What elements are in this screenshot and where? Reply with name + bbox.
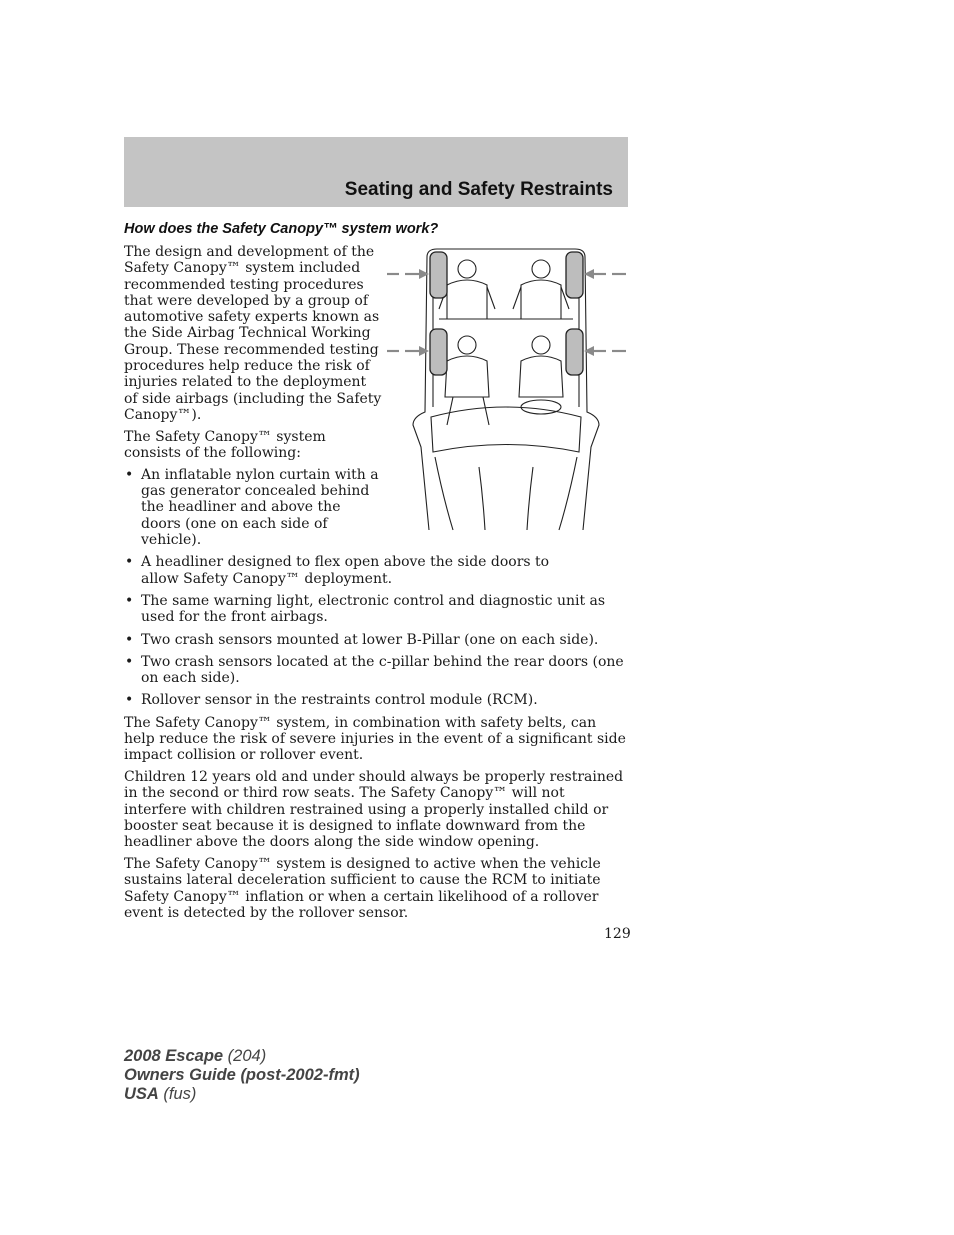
rear-right-occupant (513, 260, 569, 319)
intro-paragraph: The design and development of the Safety Canopy™ system included recommended testing procedures that were developed by a group of automotive safety experts known as the Side Airbag Technical Working Group. These recommended testing procedures help reduce the risk of injuries related to the deployment of side airbags (including the Safety Canopy™). (124, 244, 382, 423)
list-item (124, 554, 566, 587)
footer-guide: Owners Guide (post-2002-fmt) (124, 1066, 360, 1084)
bullet-marker: • (125, 631, 134, 648)
front-right-occupant (519, 336, 563, 414)
list-item (124, 632, 628, 648)
footer-market-code: (fus) (158, 1085, 197, 1103)
left-front-airbag (430, 329, 447, 375)
right-front-airbag (566, 329, 583, 375)
subsection-heading: How does the Safety Canopy™ system work? (124, 221, 439, 237)
footer-model-code: (204) (223, 1047, 267, 1065)
footer-market: USA (124, 1085, 159, 1103)
list-item (124, 593, 628, 626)
page-number: 129 (604, 926, 631, 942)
list-item (124, 467, 381, 548)
children-paragraph: Children 12 years old and under should always be properly restrained in the second or third row seats. The Safety Canopy™ will not interfere with children restrained using a properly installed child or booster seat because it is designed to inflate downward from the headliner above the doors along the side window opening. (124, 769, 624, 851)
arrow-right-rear (584, 269, 626, 279)
section-header-band (124, 137, 628, 207)
combination-paragraph: The Safety Canopy™ system, in combination with safety belts, can help reduce the risk of severe injuries in the event of a significant side impact collision or rollover event. (124, 714, 626, 764)
consists-paragraph: The Safety Canopy™ system consists of the following: (124, 428, 326, 462)
activation-paragraph: The Safety Canopy™ system is designed to active when the vehicle sustains lateral deceleration sufficient to cause the RCM to initiate Safety Canopy™ inflation or when a certain likelihood of a rollover event is detected by the rollover sensor. (124, 856, 601, 921)
list-item-text: Rollover sensor in the restraints control module (RCM). (141, 692, 538, 709)
front-left-occupant (445, 336, 489, 425)
list-item-text: An inflatable nylon curtain with a gas generator concealed behind the headliner and above the doors (one on each side of vehicle). (141, 466, 379, 549)
bullet-marker: • (125, 692, 134, 709)
list-item-text: The same warning light, electronic control and diagnostic unit as used for the front airbags. (141, 592, 606, 626)
arrow-left-rear (387, 269, 429, 279)
bullet-marker: • (125, 554, 134, 571)
safety-canopy-vehicle-diagram (383, 247, 630, 532)
left-rear-airbag (430, 252, 447, 298)
list-item-text: A headliner designed to flex open above the side doors to allow Safety Canopy™ deployment. (141, 554, 550, 587)
bullet-marker: • (125, 653, 134, 670)
section-title: Seating and Safety Restraints (344, 179, 613, 200)
list-item (124, 692, 628, 708)
list-item-text: Two crash sensors located at the c-pillar behind the rear doors (one on each side). (141, 653, 624, 687)
list-item (124, 654, 628, 687)
arrow-right-front (584, 346, 626, 356)
footer-model: 2008 Escape (124, 1047, 224, 1065)
right-rear-airbag (566, 252, 583, 298)
document-footer (124, 1047, 360, 1104)
bullet-marker: • (125, 592, 134, 609)
list-item-text: Two crash sensors mounted at lower B-Pillar (one on each side). (141, 631, 599, 648)
bullet-marker: • (125, 466, 134, 483)
arrow-left-front (387, 346, 429, 356)
